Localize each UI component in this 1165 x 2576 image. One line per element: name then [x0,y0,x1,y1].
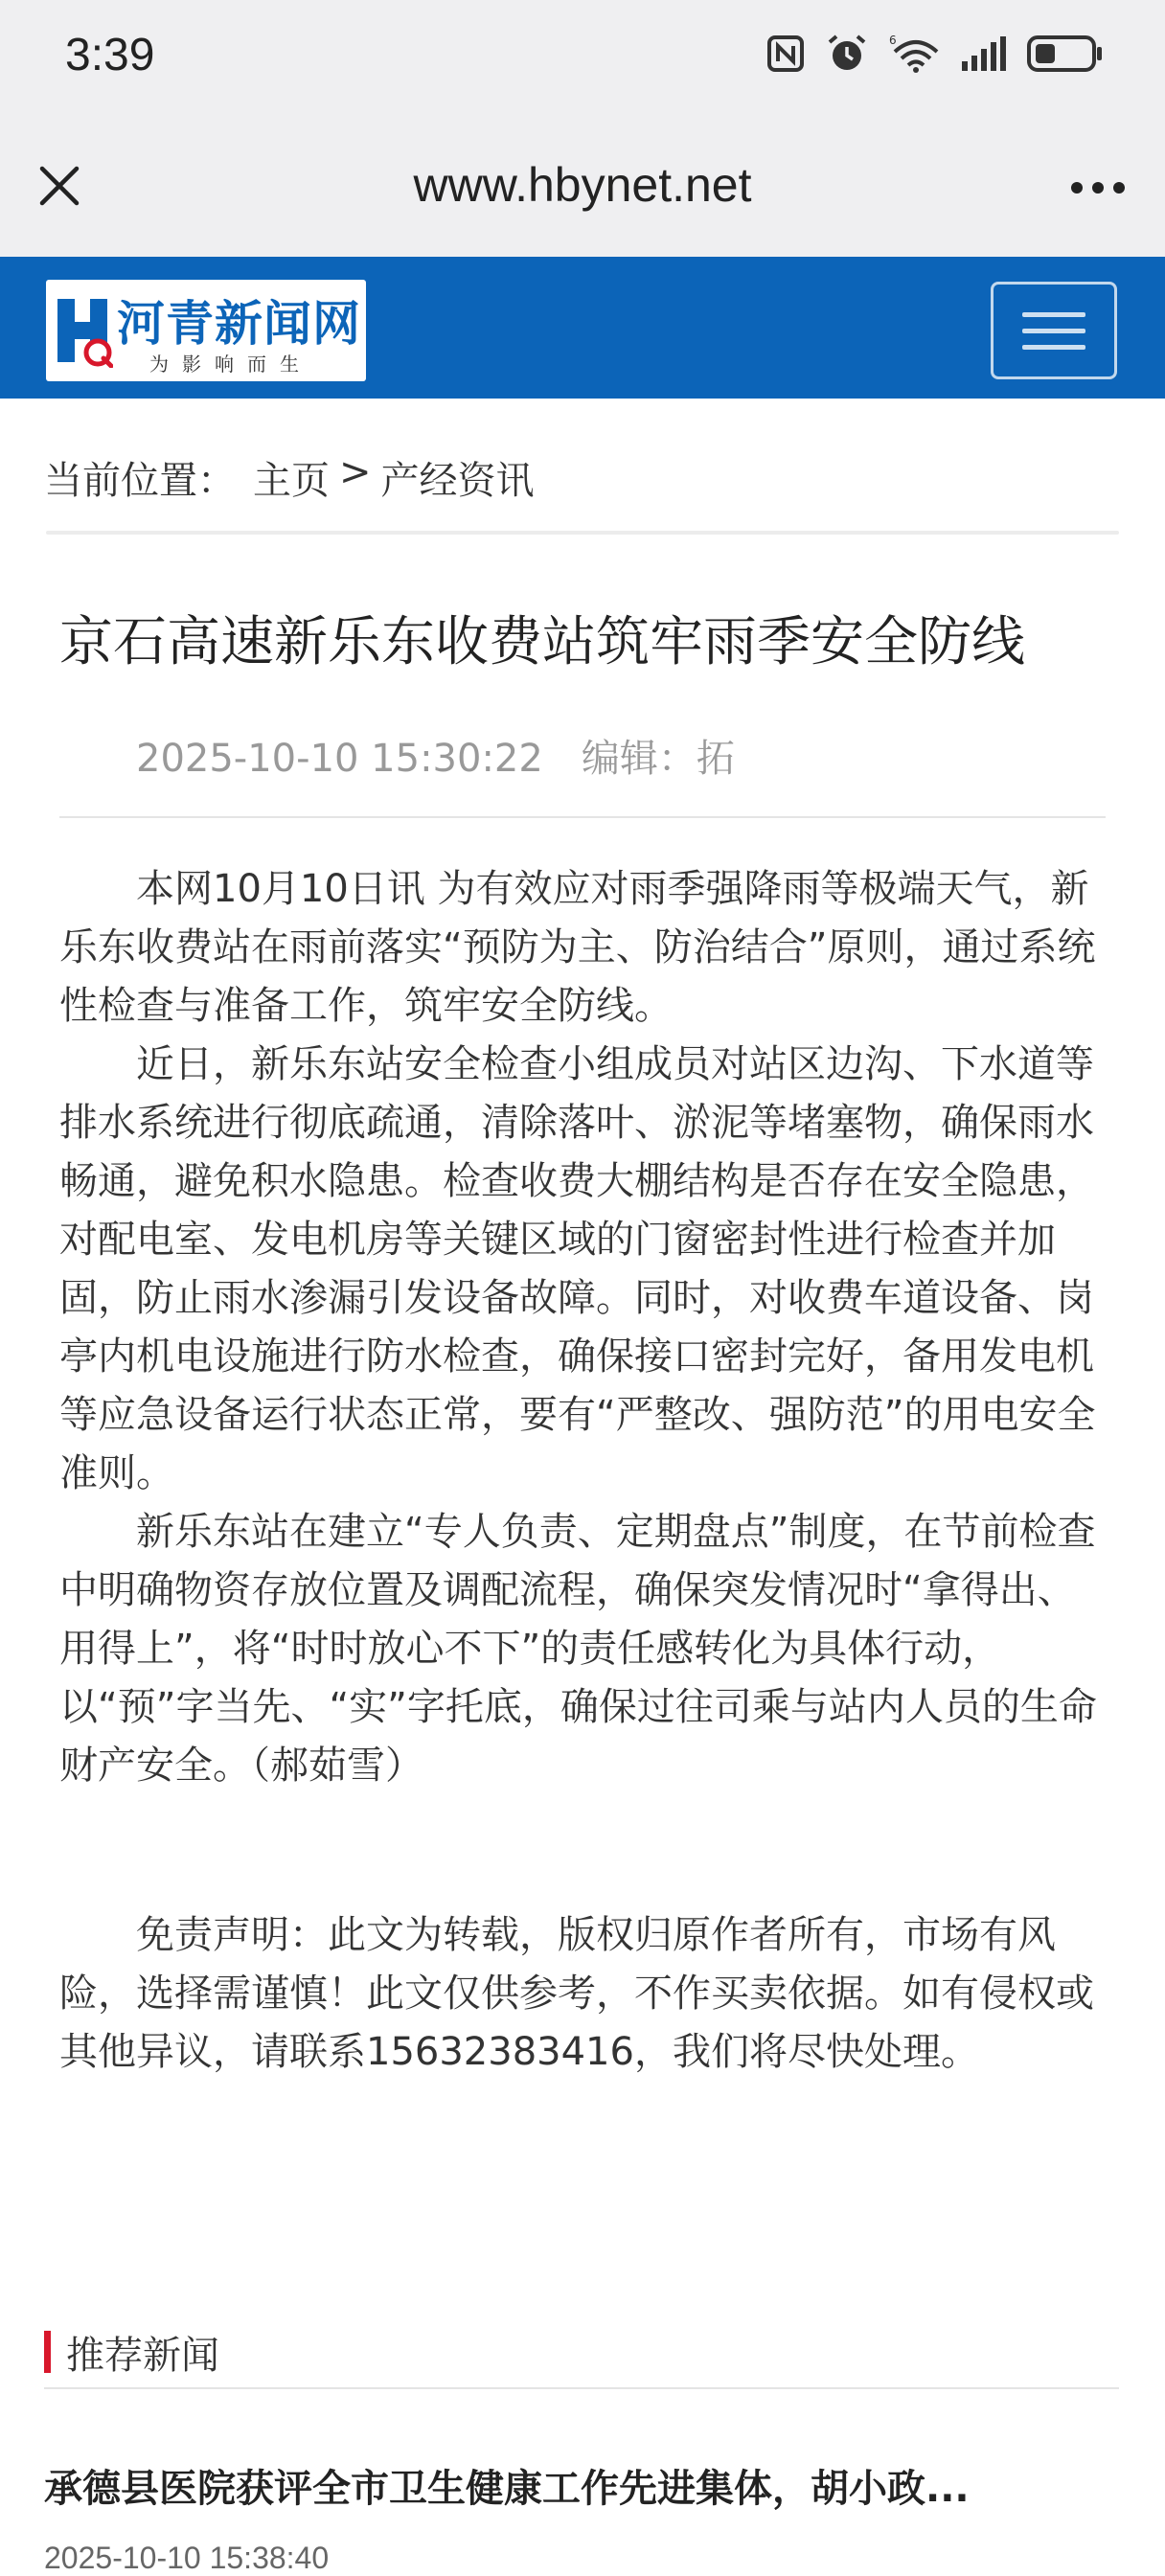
breadcrumb-label: 当前位置： [44,459,236,503]
breadcrumb-separator: > [339,450,372,494]
breadcrumb-divider [46,531,1119,535]
nfc-icon [766,34,805,73]
article-divider [59,816,1106,818]
site-logo[interactable] [46,280,366,381]
article-datetime: 2025-10-10 15:30:22 [136,737,543,781]
article-paragraph: 新乐东站在建立“专人负责、定期盘点”制度，在节前检查中明确物资存放位置及调配流程，确保突发情况时“拿得出、用得上”，将“时时放心不下”的责任感转化为具体行动，以“预”字当先、“实”字托底，确保过往司乘与站内人员的生命财产安全。（郝茹雪） [59,1510,1097,1788]
hamburger-icon[interactable] [991,282,1117,379]
article-meta [136,728,735,783]
status-bar [0,0,1165,119]
logo-mark-icon [54,293,113,372]
logo-slogan: 为影响而生 [149,353,312,376]
site-header [0,257,1165,399]
news-item-title[interactable]: 承德县医院获评全市卫生健康工作先进集体，胡小政... [44,2467,970,2511]
disclaimer: 免责声明：此文为转载，版权归原作者所有，市场有风险，选择需谨慎！此文仅供参考，不作买卖依据。如有侵权或其他异议，请联系15632383416，我们将尽快处理。 [59,1913,1094,2074]
article-body [59,860,1106,1795]
browser-toolbar [0,119,1165,257]
breadcrumb-home[interactable]: 主页 [253,459,330,503]
article-paragraph: 近日，新乐东站安全检查小组成员对站区边沟、下水道等排水系统进行彻底疏通，清除落叶、淤泥等堵塞物，确保雨水畅通，避免积水隐患。检查收费大棚结构是否存在安全隐患，对配电室、发电机房等关键区域的门窗密封性进行检查并加固，防止雨水渗漏引发设备故障。同时，对收费车道设备、岗亭内机电设施进行防水检查，确保接口密封完好，备用发电机等应急设备运行状态正常，要有“严整改、强防范”的用电安全准则。 [59,1042,1096,1495]
recommended-divider [44,2387,1119,2389]
signal-icon [960,36,1006,71]
more-icon[interactable] [1060,157,1136,218]
news-item-date: 2025-10-10 15:38:40 [44,2541,330,2575]
article-editor: 编辑：拓 [581,737,735,781]
status-icons [766,33,1104,75]
svg-text:6: 6 [889,34,897,47]
article-paragraph: 本网10月10日讯 为有效应对雨季强降雨等极端天气，新乐东收费站在雨前落实“预防为主、防治结合”原则，通过系统性检查与准备工作，筑牢安全防线。 [59,867,1096,1028]
battery-icon [1027,34,1104,73]
heading-accent-bar [44,2331,51,2373]
close-icon[interactable] [29,155,90,217]
alarm-icon [826,33,868,75]
breadcrumb-current[interactable]: 产经资讯 [380,459,535,503]
status-time: 3:39 [65,30,155,80]
url-text[interactable]: www.hbynet.net [413,158,752,212]
recommended-title: 推荐新闻 [66,2333,219,2378]
recommended-heading [44,2328,219,2376]
wifi-6-icon [889,34,939,73]
logo-name: 河青新闻网 [117,296,361,352]
article-title: 京石高速新乐东收费站筑牢雨季安全防线 [59,611,1025,673]
breadcrumb [44,450,535,505]
